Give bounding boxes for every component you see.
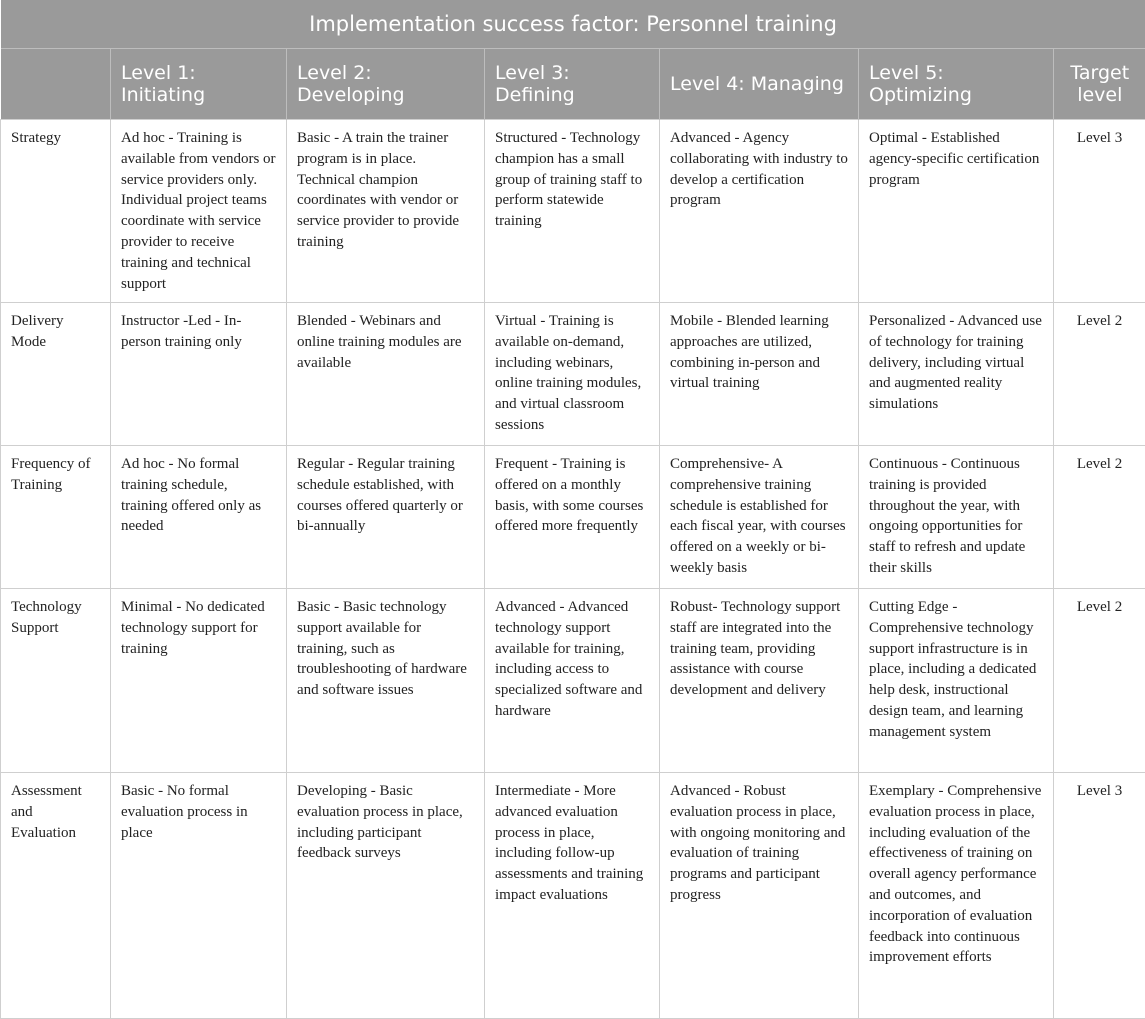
header-level-5: Level 5: Optimizing bbox=[859, 49, 1054, 120]
target-level-cell: Level 2 bbox=[1054, 446, 1145, 589]
table-title: Implementation success factor: Personnel training bbox=[1, 0, 1145, 49]
level-1-cell: Basic - No formal evaluation process in place bbox=[111, 773, 287, 1019]
level-2-cell: Basic - A train the trainer program is in place. Technical champion coordinates with vendor or service provider to provide training bbox=[287, 120, 485, 303]
header-factor bbox=[1, 49, 111, 120]
level-3-cell: Intermediate - More advanced evaluation process in place, including follow-up assessments and training impact evaluations bbox=[485, 773, 660, 1019]
level-4-cell: Advanced - Robust evaluation process in place, with ongoing monitoring and evaluation of training programs and participant progress bbox=[660, 773, 859, 1019]
level-4-cell: Comprehensive- A comprehensive training schedule is established for each fiscal year, with courses offered on a weekly or bi-weekly basis bbox=[660, 446, 859, 589]
header-level-4: Level 4: Managing bbox=[660, 49, 859, 120]
level-1-cell: Ad hoc - Training is available from vendors or service providers only. Individual project teams coordinate with service provider to receive training and technical support bbox=[111, 120, 287, 303]
level-5-cell: Continuous - Continuous training is provided throughout the year, with ongoing opportunities for staff to refresh and update their skills bbox=[859, 446, 1054, 589]
table-row bbox=[1, 120, 1145, 303]
level-5-cell: Exemplary - Comprehensive evaluation process in place, including evaluation of the effectiveness of training on overall agency performance and outcomes, and incorporation of evaluation feedback into continuous improvement efforts bbox=[859, 773, 1054, 1019]
row-factor: Technology Support bbox=[1, 589, 111, 773]
header-target-level: Target level bbox=[1054, 49, 1145, 120]
level-1-cell: Minimal - No dedicated technology support for training bbox=[111, 589, 287, 773]
level-4-cell: Advanced - Agency collaborating with industry to develop a certification program bbox=[660, 120, 859, 303]
table-row bbox=[1, 446, 1145, 589]
row-factor: Assessment and Evaluation bbox=[1, 773, 111, 1019]
level-2-cell: Regular - Regular training schedule established, with courses offered quarterly or bi-annually bbox=[287, 446, 485, 589]
level-5-cell: Cutting Edge - Comprehensive technology support infrastructure is in place, including a dedicated help desk, instructional design team, and learning management system bbox=[859, 589, 1054, 773]
level-1-cell: Instructor -Led - In-person training only bbox=[111, 303, 287, 446]
level-3-cell: Advanced - Advanced technology support available for training, including access to specialized software and hardware bbox=[485, 589, 660, 773]
level-4-cell: Robust- Technology support staff are integrated into the training team, providing assistance with course development and delivery bbox=[660, 589, 859, 773]
row-factor: Strategy bbox=[1, 120, 111, 303]
level-1-cell: Ad hoc - No formal training schedule, training offered only as needed bbox=[111, 446, 287, 589]
level-4-cell: Mobile - Blended learning approaches are utilized, combining in-person and virtual training bbox=[660, 303, 859, 446]
row-factor: Frequency of Training bbox=[1, 446, 111, 589]
table-row bbox=[1, 773, 1145, 1019]
target-level-cell: Level 3 bbox=[1054, 773, 1145, 1019]
title-row bbox=[1, 0, 1145, 49]
header-level-2: Level 2: Developing bbox=[287, 49, 485, 120]
level-5-cell: Personalized - Advanced use of technology for training delivery, including virtual and augmented reality simulations bbox=[859, 303, 1054, 446]
target-level-cell: Level 2 bbox=[1054, 303, 1145, 446]
level-2-cell: Basic - Basic technology support available for training, such as troubleshooting of hardware and software issues bbox=[287, 589, 485, 773]
level-3-cell: Structured - Technology champion has a small group of training staff to perform statewide training bbox=[485, 120, 660, 303]
level-5-cell: Optimal - Established agency-specific certification program bbox=[859, 120, 1054, 303]
table-row bbox=[1, 589, 1145, 773]
level-2-cell: Developing - Basic evaluation process in place, including participant feedback surveys bbox=[287, 773, 485, 1019]
header-level-1: Level 1: Initiating bbox=[111, 49, 287, 120]
table-row bbox=[1, 303, 1145, 446]
target-level-cell: Level 3 bbox=[1054, 120, 1145, 303]
level-3-cell: Frequent - Training is offered on a monthly basis, with some courses offered more frequently bbox=[485, 446, 660, 589]
row-factor: Delivery Mode bbox=[1, 303, 111, 446]
header-row bbox=[1, 49, 1145, 120]
header-level-3: Level 3: Defining bbox=[485, 49, 660, 120]
level-2-cell: Blended - Webinars and online training modules are available bbox=[287, 303, 485, 446]
target-level-cell: Level 2 bbox=[1054, 589, 1145, 773]
level-3-cell: Virtual - Training is available on-demand, including webinars, online training modules, and virtual classroom sessions bbox=[485, 303, 660, 446]
